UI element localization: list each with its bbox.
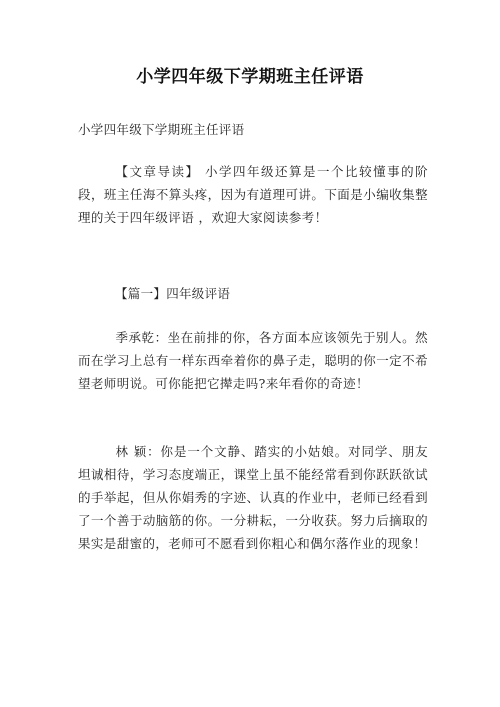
- intro-paragraph: 【文章导读】 小学四年级还算是一个比较懂事的阶段，班主任海不算头疼，因为有道理可讲。下面是小编收集整理的关于四年级评语 ，欢迎大家阅读参考！: [78, 164, 428, 225]
- comment-paragraph-1: 季承乾：坐在前排的你，各方面本应该领先于别人。然而在学习上总有一样东西牵着你的鼻子走，聪明的你一定不希望老师明说。可你能把它撵走吗?来年看你的奇迹！: [78, 330, 428, 391]
- section-heading: 【篇一】四年级评语: [115, 286, 231, 301]
- document-subtitle: 小学四年级下学期班主任评语: [78, 122, 245, 137]
- document-title: 小学四年级下学期班主任评语: [136, 67, 364, 87]
- comment-paragraph-2: 林 颖：你是一个文静、踏实的小姑娘。对同学、朋友坦诚相待，学习态度端正，课堂上虽不能经常看到你跃跃欲试的手举起，但从你娟秀的字迹、认真的作业中，老师已经看到了一个善于动脑筋的你。一分耕耘，一分收获。努力后摘取的果实是甜蜜的，老师可不愿看到你粗心和偶尔落作业的现象！: [78, 444, 428, 551]
